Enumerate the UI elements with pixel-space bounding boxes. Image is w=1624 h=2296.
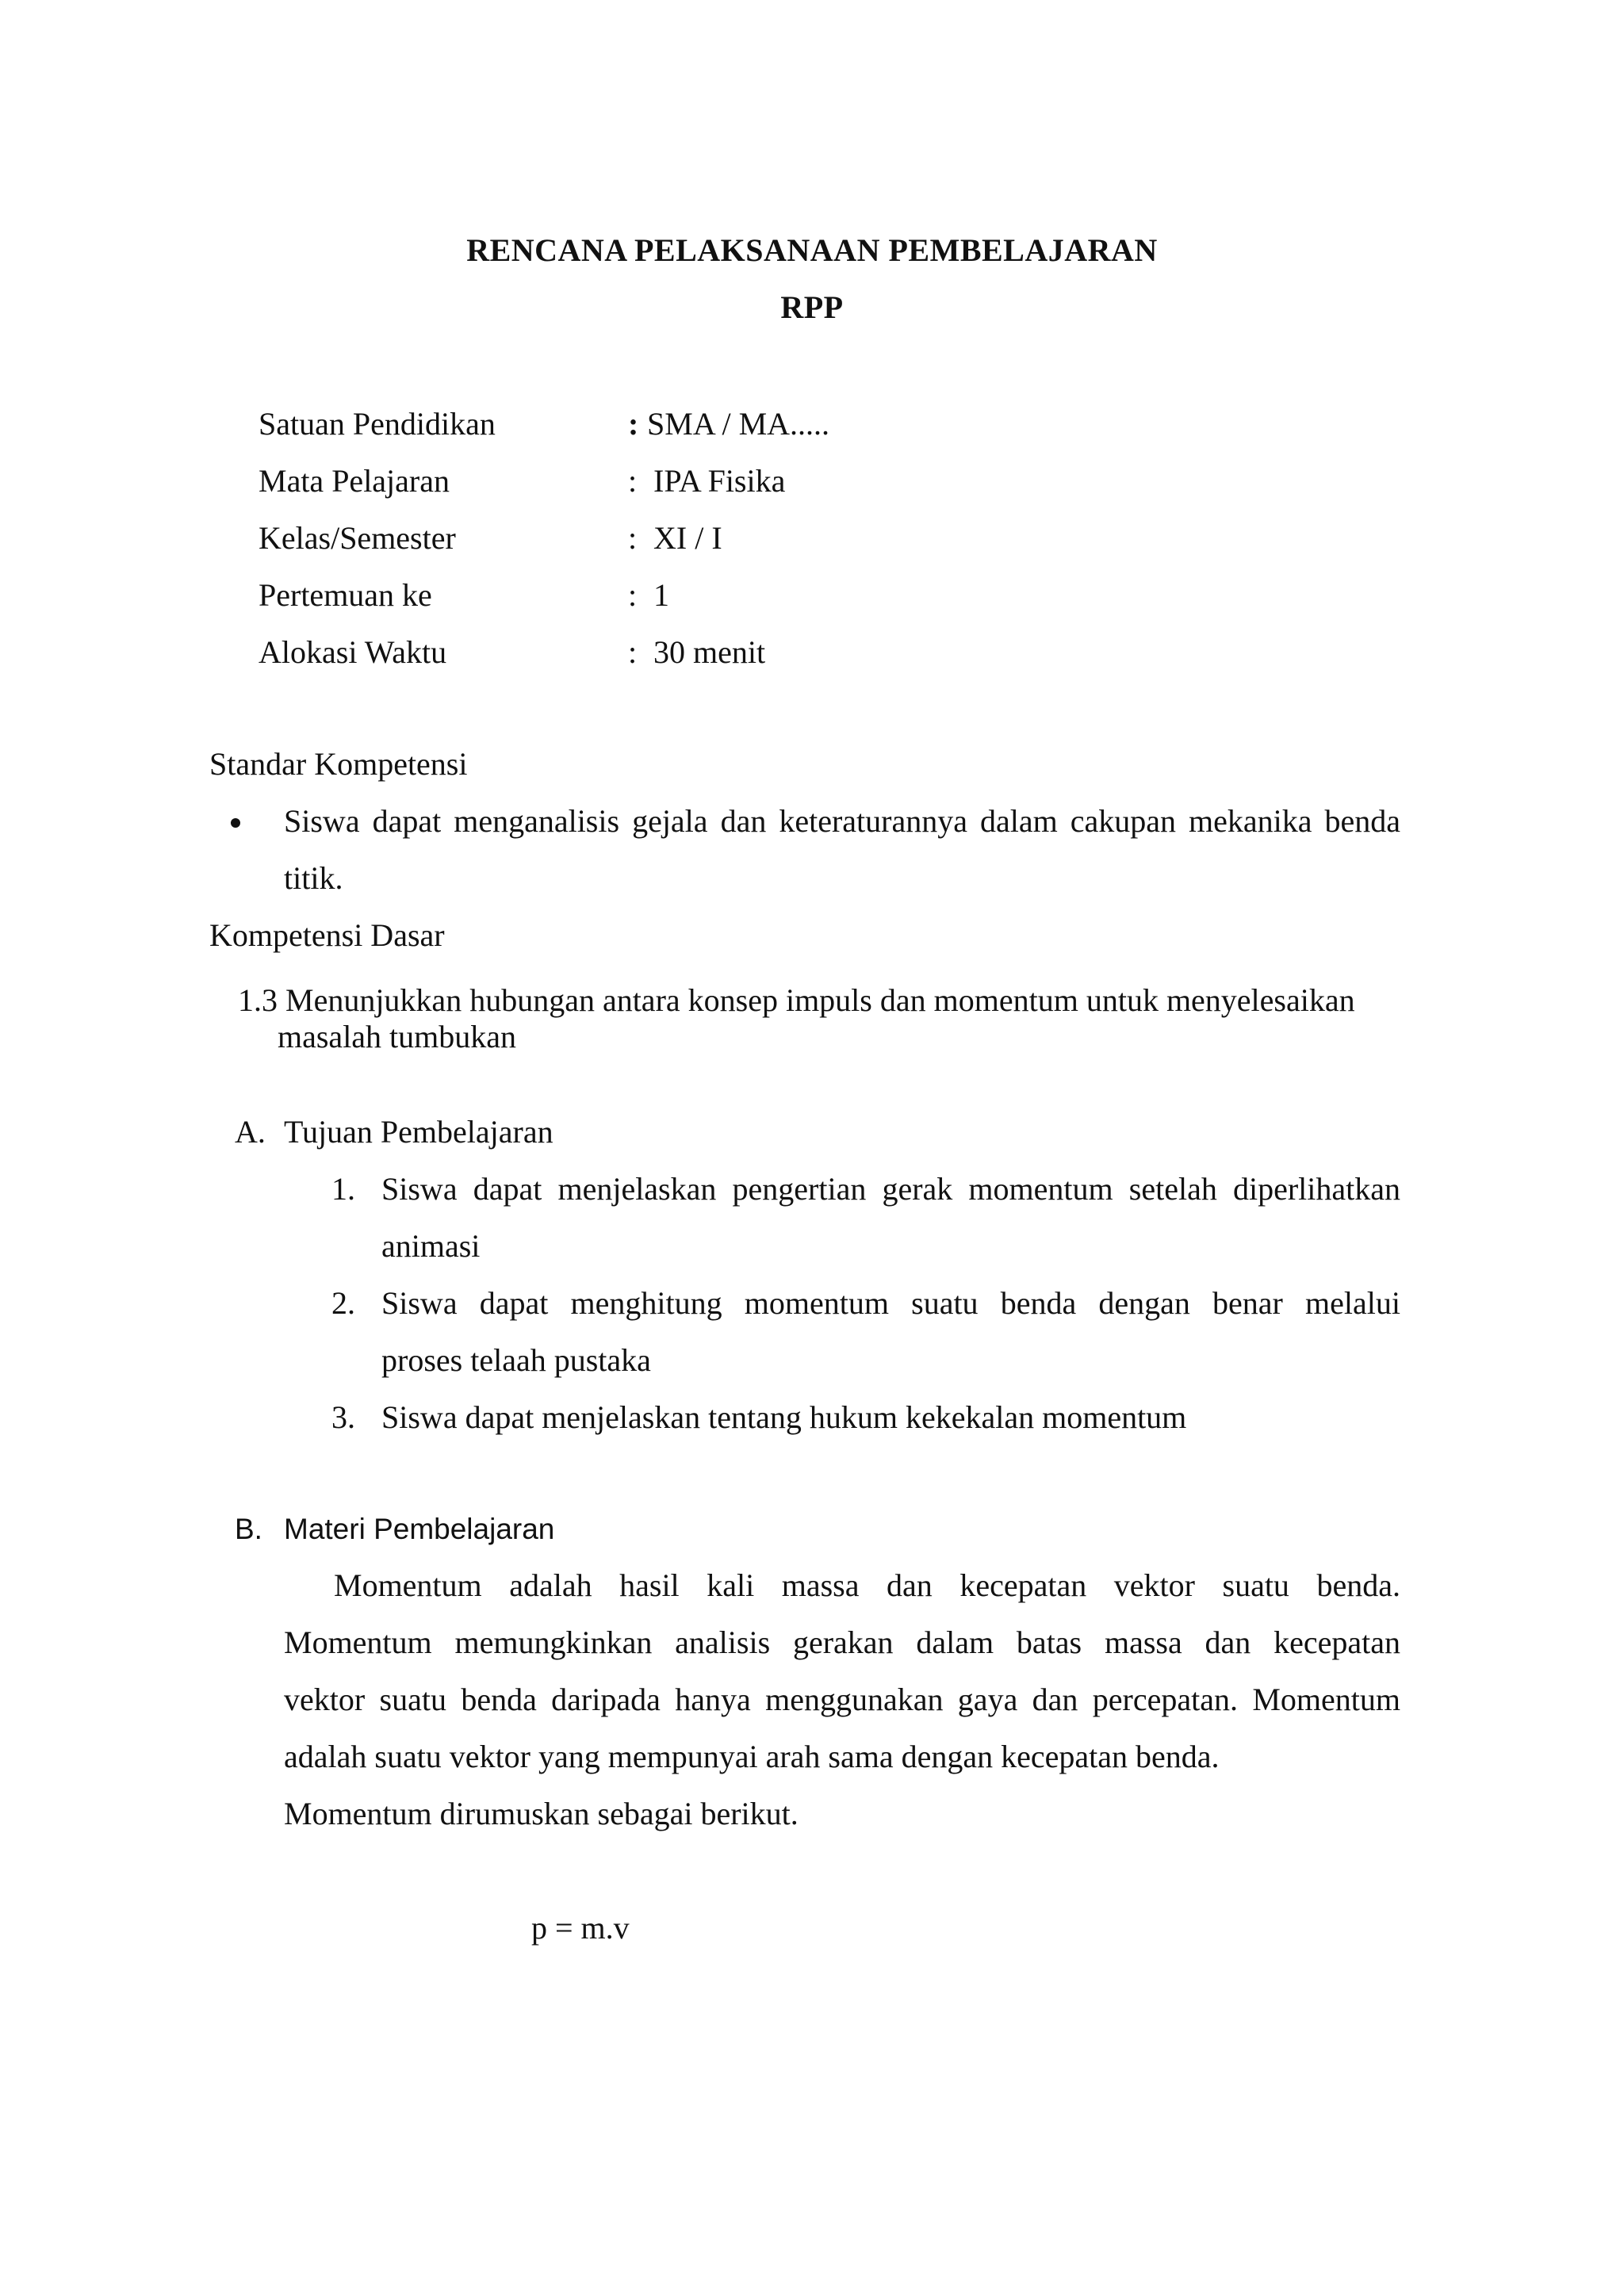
standar-kompetensi-bullet-line: titik. [284, 860, 343, 896]
tujuan-heading: Tujuan Pembelajaran [284, 1114, 553, 1150]
standar-kompetensi-bullet-line: Siswa dapat menganalisis gejala dan keteraturannya dalam cakupan mekanika benda [284, 803, 1400, 839]
identity-value: SMA / MA..... [647, 406, 830, 442]
momentum-formula: p = m.v [531, 1910, 630, 1946]
kompetensi-dasar-heading: Kompetensi Dasar [209, 917, 445, 953]
bullet-icon [231, 818, 240, 828]
section-letter: A. [235, 1114, 266, 1150]
identity-colon: : [628, 634, 638, 670]
list-number: 2. [331, 1285, 355, 1321]
section-letter: B. [235, 1513, 262, 1545]
list-number: 3. [331, 1399, 355, 1435]
materi-heading: Materi Pembelajaran [284, 1513, 555, 1545]
materi-paragraph-line: adalah suatu vektor yang mempunyai arah sama dengan kecepatan benda. [284, 1739, 1220, 1774]
materi-paragraph-line: Momentum memungkinkan analisis gerakan dalam batas massa dan kecepatan [284, 1624, 1400, 1660]
identity-value: IPA Fisika [653, 463, 786, 499]
kompetensi-dasar-line: 1.3 Menunjukkan hubungan antara konsep impuls dan momentum untuk menyelesaikan [238, 982, 1355, 1018]
identity-colon: : [628, 463, 638, 499]
tujuan-item-line: Siswa dapat menjelaskan tentang hukum kekekalan momentum [381, 1399, 1187, 1435]
identity-label: Alokasi Waktu [259, 634, 447, 670]
tujuan-item-line: proses telaah pustaka [381, 1342, 651, 1378]
tujuan-item-line: animasi [381, 1228, 481, 1264]
list-number: 1. [331, 1171, 355, 1207]
identity-value: 1 [653, 577, 669, 613]
identity-label: Kelas/Semester [259, 520, 456, 556]
identity-colon: : [628, 406, 639, 442]
identity-colon: : [628, 520, 638, 556]
materi-paragraph-line: vektor suatu benda daripada hanya menggunakan gaya dan percepatan. Momentum [284, 1682, 1400, 1717]
identity-label: Mata Pelajaran [259, 463, 450, 499]
materi-paragraph-line: Momentum dirumuskan sebagai berikut. [284, 1796, 799, 1831]
document-title: RENCANA PELAKSANAAN PEMBELAJARAN [466, 232, 1158, 268]
standar-kompetensi-heading: Standar Kompetensi [209, 746, 468, 782]
identity-value: XI / I [653, 520, 722, 556]
materi-paragraph-line: Momentum adalah hasil kali massa dan kecepatan vektor suatu benda. [334, 1567, 1400, 1603]
identity-colon: : [628, 577, 638, 613]
identity-label: Pertemuan ke [259, 577, 432, 613]
kompetensi-dasar-line: masalah tumbukan [278, 1019, 517, 1054]
tujuan-item-line: Siswa dapat menjelaskan pengertian gerak momentum setelah diperlihatkan [381, 1171, 1400, 1207]
tujuan-item-line: Siswa dapat menghitung momentum suatu benda dengan benar melalui [381, 1285, 1400, 1321]
identity-value: 30 menit [653, 634, 766, 670]
identity-label: Satuan Pendidikan [259, 406, 496, 442]
document-subtitle: RPP [780, 289, 844, 325]
